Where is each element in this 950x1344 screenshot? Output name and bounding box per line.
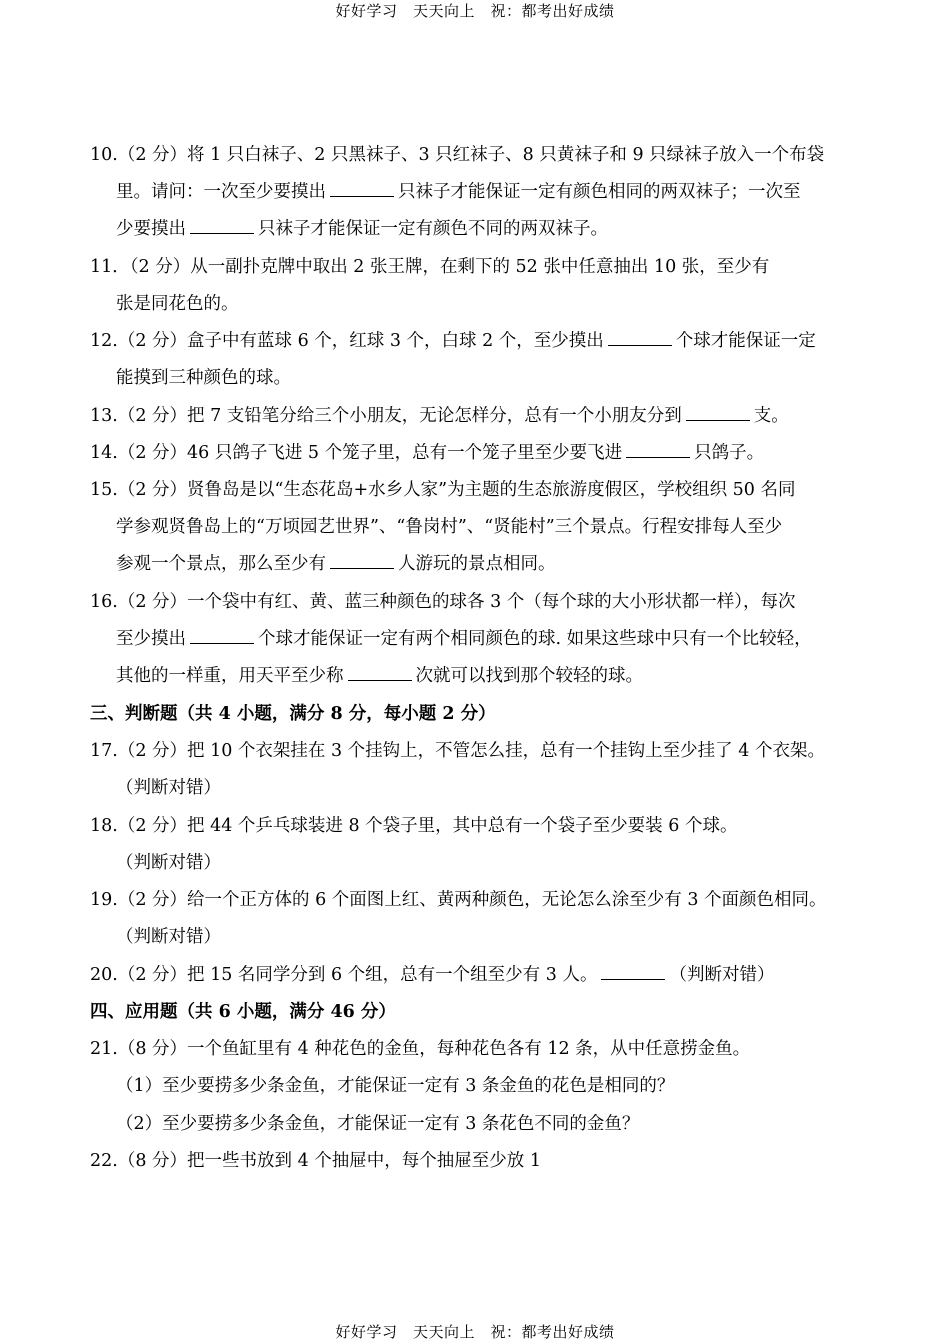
question-19-line-1: 19.（2 分）给一个正方体的 6 个面图上红、黄两种颜色，无论怎么涂至少有 3 个面颜色相同。 — [90, 890, 827, 910]
answer-blank[interactable] — [601, 965, 665, 980]
question-20: 20.（2 分）把 15 名同学分到 6 个组，总有一个组至少有 3 人。 （判断对错） — [90, 965, 775, 985]
question-18-line-2: （判断对错） — [116, 853, 221, 873]
answer-blank[interactable] — [330, 182, 394, 197]
answer-blank[interactable] — [626, 443, 690, 458]
question-16-line-1: 16.（2 分）一个袋中有红、黄、蓝三种颜色的球各 3 个（每个球的大小形状都一样），每次 — [90, 592, 796, 612]
page-header: 好好学习 天天向上 祝：都考出好成绩 — [335, 2, 615, 20]
question-12-line-2: 能摸到三种颜色的球。 — [116, 368, 291, 388]
question-17-line-2: （判断对错） — [116, 778, 221, 798]
question-10-line-3: 少要摸出 只袜子才能保证一定有颜色不同的两双袜子。 — [116, 219, 608, 239]
question-15-line-3: 参观一个景点，那么至少有 人游玩的景点相同。 — [116, 554, 556, 574]
question-10-line-2: 里。请问：一次至少要摸出 只袜子才能保证一定有颜色相同的两双袜子；一次至 — [116, 182, 801, 202]
page-footer: 好好学习 天天向上 祝：都考出好成绩 — [335, 1323, 615, 1341]
answer-blank[interactable] — [608, 331, 672, 346]
question-21-part-1: （1）至少要捞多少条金鱼，才能保证一定有 3 条金鱼的花色是相同的？ — [116, 1076, 675, 1096]
answer-blank[interactable] — [190, 219, 254, 234]
answer-blank[interactable] — [348, 666, 412, 681]
question-14: 14.（2 分）46 只鸽子飞进 5 个笼子里，总有一个笼子里至少要飞进 只鸽子。 — [90, 443, 765, 463]
question-15-line-1: 15.（2 分）贤鲁岛是以“生态花岛+水乡人家”为主题的生态旅游度假区，学校组织 50 名同 — [90, 480, 796, 500]
question-10-line-1: 10.（2 分）将 1 只白袜子、2 只黑袜子、3 只红袜子、8 只黄袜子和 9 只绿袜子放入一个布袋 — [90, 145, 825, 165]
question-17-line-1: 17.（2 分）把 10 个衣架挂在 3 个挂钩上，不管怎么挂，总有一个挂钩上至少挂了 4 个衣架。 — [90, 741, 825, 761]
answer-blank[interactable] — [330, 554, 394, 569]
question-22-line-1: 22.（8 分）把一些书放到 4 个抽屉中，每个抽屉至少放 1 — [90, 1151, 541, 1171]
question-21-part-2: （2）至少要捞多少条金鱼，才能保证一定有 3 条花色不同的金鱼？ — [116, 1114, 640, 1134]
question-15-line-2: 学参观贤鲁岛上的“万顷园艺世界”、“鲁岗村”、“贤能村”三个景点。行程安排每人至少 — [116, 517, 783, 537]
question-12-line-1: 12.（2 分）盒子中有蓝球 6 个，红球 3 个，白球 2 个，至少摸出 个球才能保证一定 — [90, 331, 816, 351]
question-18-line-1: 18.（2 分）把 44 个乒乓球装进 8 个袋子里，其中总有一个袋子至少要装 6 个球。 — [90, 816, 738, 836]
question-13: 13.（2 分）把 7 支铅笔分给三个小朋友，无论怎样分，总有一个小朋友分到 支。 — [90, 406, 789, 426]
question-11-line-1: 11．（2 分）从一副扑克牌中取出 2 张王牌，在剩下的 52 张中任意抽出 10 张，至少有 — [90, 257, 770, 277]
question-16-line-3: 其他的一样重，用天平至少称 次就可以找到那个较轻的球。 — [116, 666, 643, 686]
answer-blank[interactable] — [190, 629, 254, 644]
question-11-line-2: 张是同花色的。 — [116, 294, 239, 314]
question-16-line-2: 至少摸出 个球才能保证一定有两个相同颜色的球. 如果这些球中只有一个比较轻， — [116, 629, 812, 649]
answer-blank[interactable] — [686, 406, 750, 421]
section-3-heading: 三、判断题（共 4 小题，满分 8 分，每小题 2 分） — [90, 704, 496, 724]
question-21-line-1: 21.（8 分）一个鱼缸里有 4 种花色的金鱼，每种花色各有 12 条，从中任意捞金鱼。 — [90, 1039, 751, 1059]
section-4-heading: 四、应用题（共 6 小题，满分 46 分） — [90, 1002, 396, 1022]
question-19-line-2: （判断对错） — [116, 927, 221, 947]
